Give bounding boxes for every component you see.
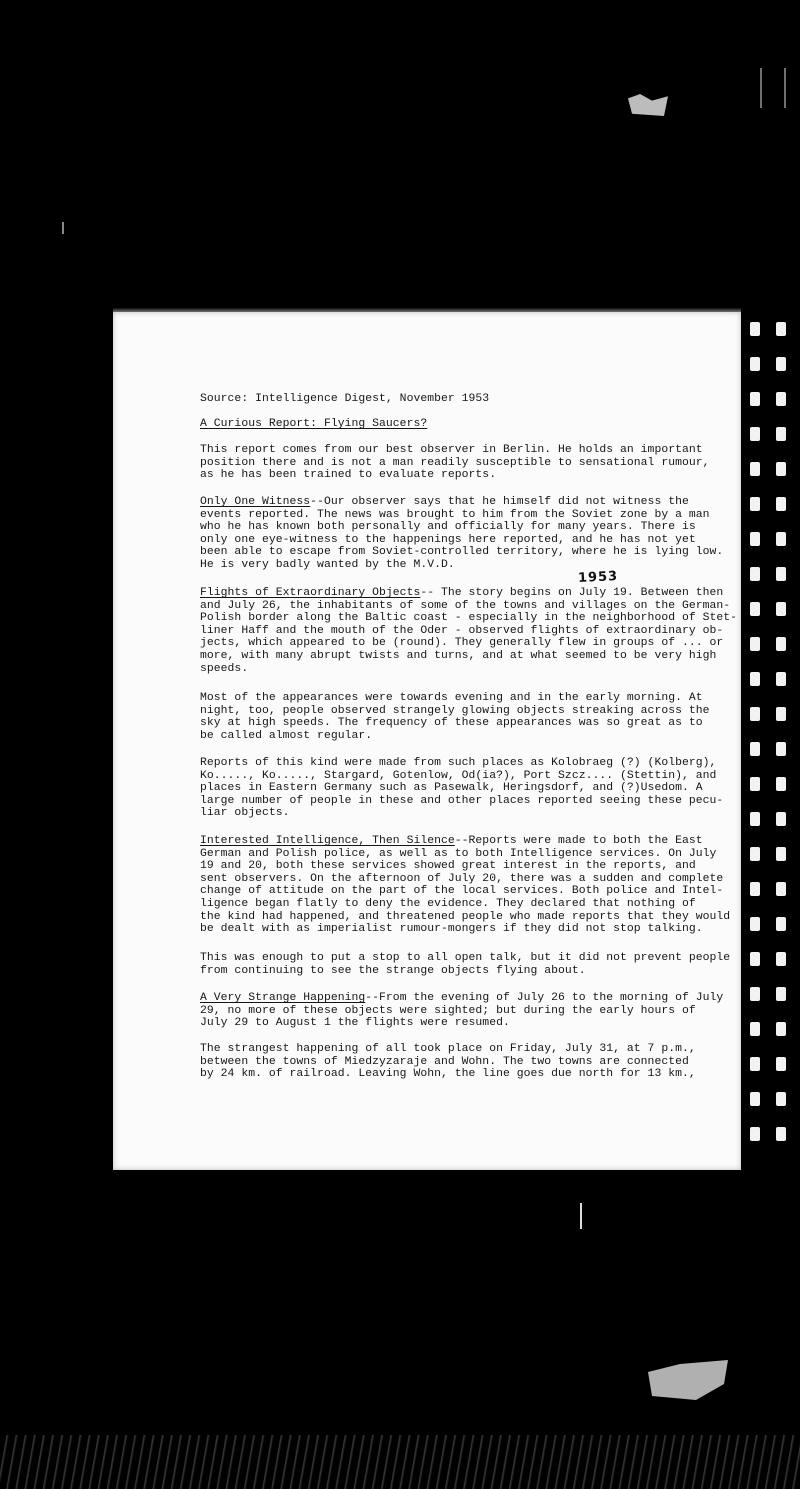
paragraph-line: Ko....., Ko....., Stargard, Gotenlow, Od(ia?), Port Szcz.... (Stettin), and (200, 769, 717, 782)
source-line (200, 393, 700, 406)
handwritten-year-annotation: 1953 (577, 568, 619, 587)
paragraph-line: who he has known both personally and officially for many years. There is (200, 521, 696, 534)
report-title (200, 418, 700, 431)
sprocket-hole (750, 1092, 760, 1106)
sprocket-hole (750, 602, 760, 616)
sprocket-hole (776, 1057, 786, 1071)
paragraph-line-rest: -- The story begins on July 19. Between then (420, 587, 724, 599)
section-heading: Interested Intelligence, Then Silence (200, 835, 455, 847)
sprocket-hole (776, 602, 786, 616)
sprocket-hole (776, 1127, 786, 1141)
sprocket-hole (776, 532, 786, 546)
sprocket-hole (776, 917, 786, 931)
paragraph-stop-talk (200, 952, 731, 977)
sprocket-hole (750, 917, 760, 931)
section-heading: Flights of Extraordinary Objects (200, 587, 421, 599)
sprocket-hole (776, 392, 786, 406)
sprocket-hole (776, 357, 786, 371)
sprocket-hole (776, 847, 786, 861)
film-scratch-line (580, 1203, 582, 1229)
paragraph-line: position there and is not a man readily susceptible to sensational rumour, (200, 456, 710, 469)
paragraph-line (200, 835, 703, 848)
sprocket-hole (750, 462, 760, 476)
paragraph-flights-of-objects (200, 587, 738, 675)
paragraph-line: the kind had happened, and threatened people who made reports that they would (200, 910, 731, 923)
paragraph-line: July 29 to August 1 the flights were resumed. (200, 1017, 510, 1030)
paragraph-line: large number of people in these and other places reported seeing these pecu- (200, 794, 724, 807)
sprocket-hole (776, 567, 786, 581)
paragraph-line-rest: --From the evening of July 26 to the morning of July (365, 992, 724, 1004)
sprocket-hole (750, 1022, 760, 1036)
paragraph-strangest-happening (200, 1043, 700, 1081)
paragraph-line: This report comes from our best observer in Berlin. He holds an important (200, 444, 703, 456)
paragraph-line-rest: --Reports were made to both the East (454, 835, 703, 847)
paragraph-line: He is very badly wanted by the M.V.D. (200, 558, 455, 571)
sprocket-hole (750, 1127, 760, 1141)
paragraph-line: only one eye-witness to the happenings here reported, and he has not yet (200, 533, 696, 546)
sprocket-hole (750, 847, 760, 861)
film-sprocket-column (750, 322, 790, 1162)
paragraph-line: from continuing to see the strange objects flying about. (200, 964, 586, 977)
sprocket-hole (776, 1022, 786, 1036)
sprocket-hole (750, 812, 760, 826)
paragraph-line: been able to escape from Soviet-controlled territory, where he is lying low. (200, 546, 724, 559)
paragraph-line: ligence began flatly to deny the evidence. They declared that nothing of (200, 897, 696, 910)
sprocket-hole (776, 987, 786, 1001)
paragraph-only-one-witness (200, 496, 724, 572)
sprocket-hole (776, 462, 786, 476)
sprocket-hole (750, 322, 760, 336)
sprocket-hole (776, 952, 786, 966)
paragraph-line: sent observers. On the afternoon of July 20, there was a sudden and complete (200, 872, 724, 885)
paragraph-line: between the towns of Miedzyzaraje and Wohn. The two towns are connected (200, 1055, 689, 1068)
sprocket-hole (750, 882, 760, 896)
paragraph-appearances (200, 692, 710, 742)
sprocket-hole (750, 392, 760, 406)
paragraph-line: night, too, people observed strangely glowing objects streaking across the (200, 704, 710, 717)
sprocket-hole (750, 952, 760, 966)
paragraph-line (200, 587, 724, 600)
paragraph-line: This was enough to put a stop to all open talk, but it did not prevent people (200, 952, 731, 964)
source-line-text: Source: Intelligence Digest, November 1953 (200, 393, 490, 405)
paragraph-line: German and Polish police, as well as to both Intelligence services. On July (200, 847, 717, 860)
paragraph-line: be dealt with as imperialist rumour-mongers if they did not stop talking. (200, 923, 703, 936)
sprocket-hole (776, 427, 786, 441)
sprocket-hole (776, 497, 786, 511)
paragraph-line: events reported. The news was brought to him from the Soviet zone by a man (200, 508, 710, 521)
paragraph-line (200, 992, 724, 1005)
paragraph-line: sky at high speeds. The frequency of these appearances was so great as to (200, 717, 703, 730)
film-bottom-edge (0, 1435, 800, 1489)
paragraph-report-places (200, 757, 724, 820)
section-heading: Only One Witness (200, 496, 311, 508)
paragraph-line: speeds. (200, 662, 249, 675)
sprocket-hole (776, 812, 786, 826)
paragraph-line: Polish border along the Baltic coast - especially in the neighborhood of Stet- (200, 612, 738, 625)
paragraph-line: 29, no more of these objects were sighted; but during the early hours of (200, 1004, 696, 1017)
sprocket-hole (750, 672, 760, 686)
paragraph-line: 19 and 20, both these services showed great interest in the reports, and (200, 860, 696, 873)
sprocket-hole (750, 567, 760, 581)
sprocket-hole (776, 322, 786, 336)
sprocket-hole (776, 707, 786, 721)
sprocket-hole (750, 357, 760, 371)
sprocket-hole (776, 672, 786, 686)
sprocket-hole (750, 742, 760, 756)
paragraph-line: by 24 km. of railroad. Leaving Wohn, the line goes due north for 13 km., (200, 1068, 696, 1081)
paragraph-line-rest: --Our observer says that he himself did not witness the (310, 496, 689, 508)
paragraph-line: liar objects. (200, 807, 290, 820)
sprocket-hole (750, 637, 760, 651)
paragraph-line: as he has been trained to evaluate reports. (200, 469, 497, 482)
sprocket-hole (750, 1057, 760, 1071)
sprocket-hole (750, 777, 760, 791)
paragraph-line: places in Eastern Germany such as Pasewalk, Heringsdorf, and (?)Usedom. A (200, 782, 703, 795)
sprocket-hole (750, 427, 760, 441)
report-title-text: A Curious Report: Flying Saucers? (200, 418, 428, 430)
sprocket-hole (750, 497, 760, 511)
paragraph-line (200, 496, 700, 509)
sprocket-hole (776, 882, 786, 896)
paragraph-intro (200, 444, 710, 482)
paragraph-interested-intelligence (200, 835, 731, 936)
section-heading: A Very Strange Happening (200, 992, 366, 1004)
sprocket-hole (776, 742, 786, 756)
paragraph-line: jects, which appeared to be (round). They generally flew in groups of ... or (200, 637, 724, 650)
paragraph-line: The strangest happening of all took place on Friday, July 31, at 7 p.m., (200, 1043, 696, 1055)
paragraph-line: and July 26, the inhabitants of some of the towns and villages on the German- (200, 599, 731, 612)
sprocket-hole (750, 532, 760, 546)
film-edge-marks (760, 68, 786, 108)
paragraph-line: more, with many abrupt twists and turns, and at what seemed to be very high (200, 649, 717, 662)
film-tick-mark (62, 222, 64, 234)
paragraph-line: Reports of this kind were made from such places as Kolobraeg (?) (Kolberg), (200, 757, 717, 769)
paragraph-line: liner Haff and the mouth of the Oder - observed flights of extraordinary ob- (200, 624, 724, 637)
paragraph-line: Most of the appearances were towards evening and in the early morning. At (200, 692, 703, 704)
sprocket-hole (750, 987, 760, 1001)
sprocket-hole (776, 637, 786, 651)
sprocket-hole (750, 707, 760, 721)
sprocket-hole (776, 777, 786, 791)
paragraph-strange-happening (200, 992, 724, 1030)
paragraph-line: be called almost regular. (200, 729, 373, 742)
paragraph-line: change of attitude on the part of the local services. Both police and Intel- (200, 885, 724, 898)
sprocket-hole (776, 1092, 786, 1106)
